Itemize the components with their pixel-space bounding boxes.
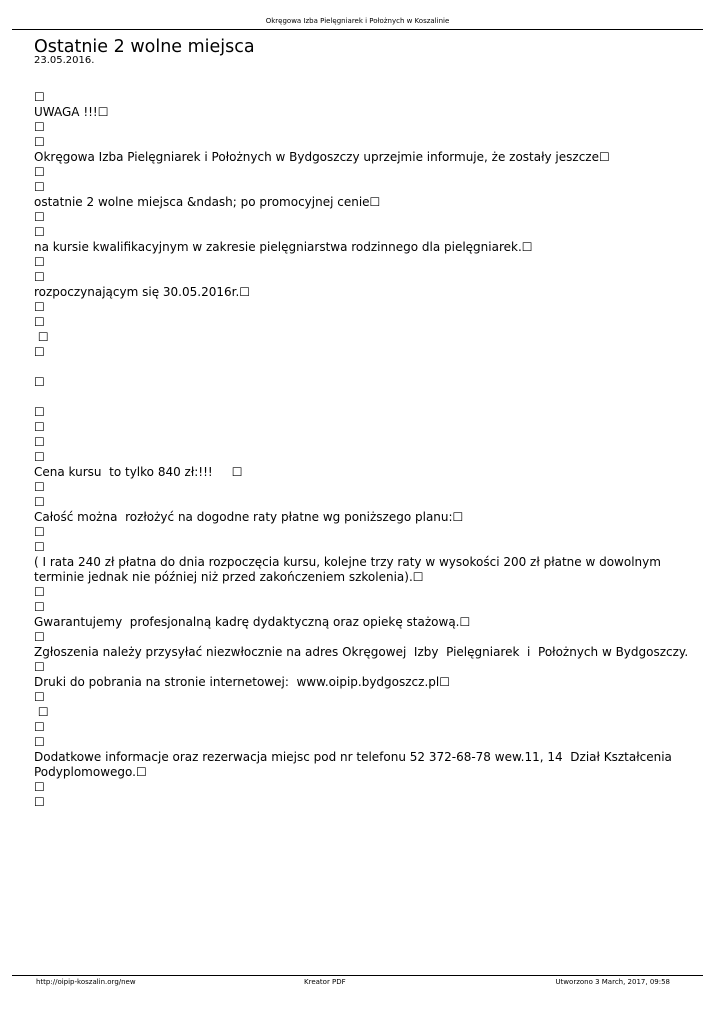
body-line: Cena kursu to tylko 840 zł:!!! ☐ [34,465,243,479]
body-line: ☐ [34,420,45,434]
body-line: ☐ [34,330,49,344]
body-line: ☐ [34,315,45,329]
body-line: ☐ [34,270,45,284]
body-line: ☐ [34,435,45,449]
article-title: Ostatnie 2 wolne miejsca [34,37,255,57]
body-line [34,360,694,375]
page-footer [12,975,703,988]
page-header [12,15,703,30]
body-line: ☐ [34,525,45,539]
body-line: ☐ [34,690,45,704]
body-line: ☐ [34,480,45,494]
body-line: ☐ [34,450,45,464]
footer-created-date: Utworzono 3 March, 2017, 09:58 [555,978,670,986]
body-line: ☐ [34,600,45,614]
body-line: ☐ [34,120,45,134]
body-line: ☐ [34,90,45,104]
footer-url: http://oipip-koszalin.org/new [36,978,136,986]
footer-generator: Kreator PDF [304,978,346,986]
body-line: ☐ [34,540,45,554]
body-line: rozpoczynającym się 30.05.2016r.☐ [34,285,251,299]
body-line: ☐ [34,705,49,719]
body-line: ☐ [34,720,45,734]
article-body [34,90,694,810]
body-line: ☐ [34,660,45,674]
body-line: UWAGA !!!☐ [34,105,109,119]
body-line: ☐ [34,735,45,749]
body-line: ☐ [34,165,45,179]
body-line: Druki do pobrania na stronie internetowej: www.oipip.bydgoszcz.pl☐ [34,675,450,689]
site-title: Okręgowa Izba Pielęgniarek i Położnych w Koszalinie [265,17,450,25]
body-line: ☐ [34,135,45,149]
body-line: ☐ [34,585,45,599]
body-line: ☐ [34,405,45,419]
body-line: Całość można rozłożyć na dogodne raty płatne wg poniższego planu:☐ [34,510,464,524]
body-line: ☐ [34,255,45,269]
body-line: ☐ [34,210,45,224]
body-line [34,390,694,405]
body-line: Okręgowa Izba Pielęgniarek i Położnych w Bydgoszczy uprzejmie informuje, że zostały jeszcze☐ [34,150,610,164]
body-line: Zgłoszenia należy przysyłać niezwłocznie na adres Okręgowej Izby Pielęgniarek i Położnych w Bydgoszczy. [34,645,689,659]
body-line: Dodatkowe informacje oraz rezerwacja miejsc pod nr telefonu 52 372-68-78 wew.11, 14 Dział Kształcenia Podyplomowego.☐ [34,750,676,779]
body-line: ☐ [34,225,45,239]
body-line: ☐ [34,180,45,194]
body-line: ☐ [34,780,45,794]
body-line: na kursie kwalifikacyjnym w zakresie pielęgniarstwa rodzinnego dla pielęgniarek.☐ [34,240,533,254]
body-line: ☐ [34,375,45,389]
body-line: ☐ [34,795,45,809]
body-line: ☐ [34,495,45,509]
body-line: ☐ [34,630,45,644]
body-line: Gwarantujemy profesjonalną kadrę dydaktyczną oraz opiekę stażową.☐ [34,615,471,629]
body-line: ( I rata 240 zł płatna do dnia rozpoczęcia kursu, kolejne trzy raty w wysokości 200 zł płatne w dowolnym terminie jednak nie później niż przed zakończeniem szkolenia).☐ [34,555,665,584]
body-line: ostatnie 2 wolne miejsca &ndash; po promocyjnej cenie☐ [34,195,381,209]
article-date: 23.05.2016. [34,55,95,66]
body-line: ☐ [34,300,45,314]
body-line: ☐ [34,345,45,359]
